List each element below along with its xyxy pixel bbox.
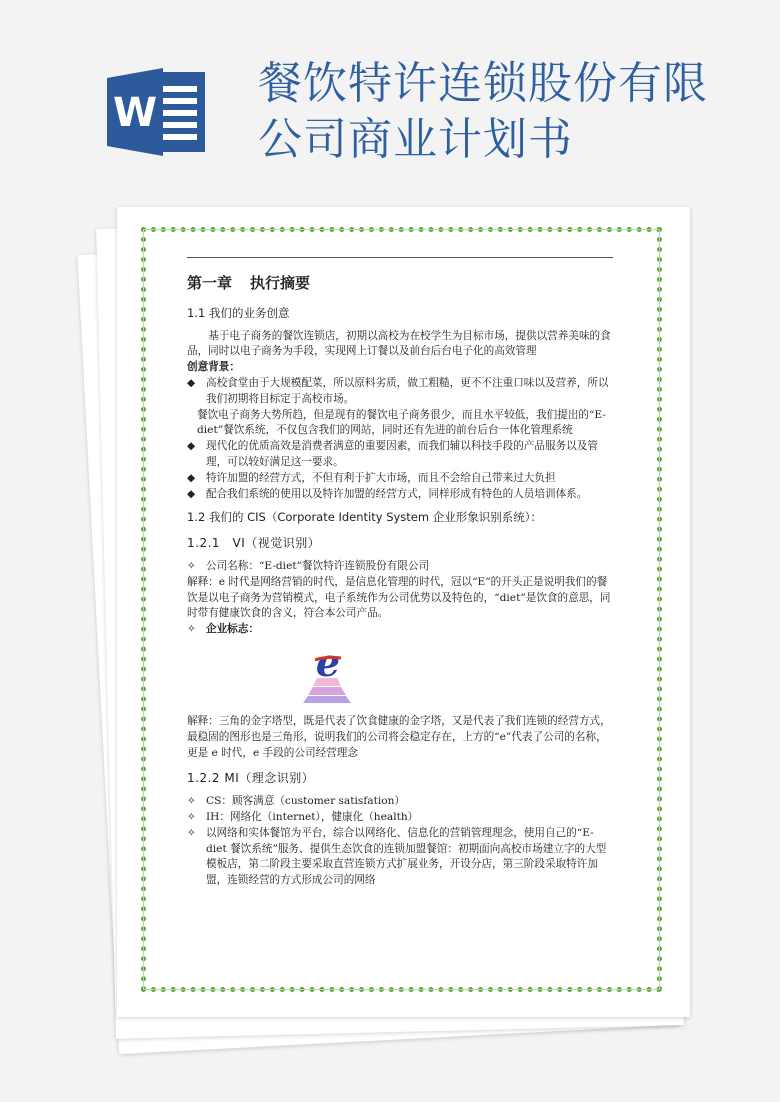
list-item bbox=[187, 810, 613, 826]
document-title bbox=[258, 56, 738, 168]
list-item-text: CS：顾客满意（customer satisfation） bbox=[206, 795, 406, 808]
list-item-text: 配合我们系统的使用以及特许加盟的经营方式，同样形成有特色的人员培训体系。 bbox=[206, 487, 588, 500]
paragraph-business-idea: 基于电子商务的餐饮连锁店，初期以高校为在校学生为目标市场，提供以营养美味的食品，同时以电子商务为手段，实现网上订餐以及前台后台电子化的高效管理 bbox=[187, 329, 611, 358]
chapter-title: 执行摘要 bbox=[250, 274, 311, 292]
title-line-2: 公司商业计划书 bbox=[258, 114, 573, 165]
company-name-text: 公司名称：“E-diet”餐饮特许连锁股份有限公司 bbox=[206, 559, 430, 572]
chapter-heading bbox=[187, 276, 613, 292]
list-item bbox=[187, 376, 613, 408]
word-doc-icon bbox=[107, 68, 207, 156]
list-item bbox=[187, 471, 613, 487]
section-1-2-heading: 1.2 我们的 CIS（Corporate Identity System 企业形象识别系统）： bbox=[187, 510, 542, 525]
hollow-diamond-bullet-icon: ✧ bbox=[187, 623, 196, 636]
paragraph-ediet: 餐饮电子商务大势所趋，但是现有的餐饮电子商务很少，而且水平较低，我们提出的“E-diet”餐饮系统，不仅包含我们的网站，同时还有先进的前台后台一体化管理系统 bbox=[197, 408, 606, 437]
section-1-2-2-heading: 1.2.2 MI（理念识别） bbox=[187, 771, 315, 786]
hollow-diamond-bullet-icon: ✧ bbox=[187, 559, 196, 572]
title-line-1: 餐饮特许连锁股份有限 bbox=[258, 58, 708, 109]
logo-label: 企业标志： bbox=[206, 623, 259, 636]
list-item bbox=[187, 559, 613, 575]
list-item bbox=[187, 439, 613, 471]
header-rule bbox=[187, 257, 613, 258]
list-item-text: 特许加盟的经营方式，不但有利于扩大市场，而且不会给自己带来过大负担 bbox=[206, 471, 556, 484]
list-item bbox=[187, 622, 613, 638]
list-item-text: 以网络和实体餐馆为平台，综合以网络化、信息化的营销管理理念，使用自己的“E-diet 餐饮系统”服务、提供生态饮食的连锁加盟餐馆：初期面向高校市场建立字的大型模板店，第二阶段主要采取直营连锁方式扩展业务，开设分店，第三阶段采取特许加盟，连锁经营的方式形成公司的网络 bbox=[206, 826, 607, 887]
list-item-text: 高校食堂由于大规模配菜，所以原料劣质，做工粗糙，更不不注重口味以及营养，所以我们初期将目标定于高校市场。 bbox=[206, 376, 609, 405]
document-page bbox=[117, 207, 690, 1017]
explanation-logo: 解释：三角的金字塔型，既是代表了饮食健康的金字塔，又是代表了我们连锁的经营方式，最稳固的图形也是三角形，说明我们的公司将会稳定存在，上方的“e”代表了公司的名称，更是 e 时代，e 手段的公司经营理念 bbox=[187, 714, 611, 759]
section-1-2-1-heading: 1.2.1 VI（视觉识别） bbox=[187, 536, 321, 551]
hollow-diamond-bullet-icon: ✧ bbox=[187, 795, 196, 808]
list-item-text: IH：网络化（internet），健康化（health） bbox=[206, 810, 419, 823]
background-label: 创意背景： bbox=[187, 361, 240, 374]
diamond-bullet-icon: ◆ bbox=[187, 376, 196, 389]
list-item bbox=[187, 487, 613, 503]
page-content bbox=[187, 257, 613, 889]
chapter-number: 第一章 bbox=[187, 274, 233, 292]
list-item bbox=[187, 794, 613, 810]
svg-text:e: e bbox=[315, 643, 341, 685]
list-item-text: 现代化的优质高效是消费者满意的重要因素，而我们辅以科技手段的产品服务以及管理，可以较好满足这一要求。 bbox=[206, 440, 598, 468]
svg-text:W: W bbox=[112, 90, 158, 136]
diamond-bullet-icon: ◆ bbox=[187, 440, 196, 453]
section-1-1-heading: 1.1 我们的业务创意 bbox=[187, 305, 290, 320]
company-logo bbox=[295, 644, 359, 704]
logo-area bbox=[187, 644, 613, 708]
hollow-diamond-bullet-icon: ✧ bbox=[187, 826, 196, 839]
explanation-name: 解释：e 时代是网络营销的时代，是信息化管理的时代，冠以“E”的开头正是说明我们的餐饮是以电子商务为营销模式，电子系统作为公司优势以及特色的，“diet”是饮食的意思，同时带有健康饮食的含义，符合本公司产品。 bbox=[187, 575, 611, 620]
diamond-bullet-icon: ◆ bbox=[187, 471, 196, 484]
hollow-diamond-bullet-icon: ✧ bbox=[187, 810, 196, 823]
diamond-bullet-icon: ◆ bbox=[187, 487, 196, 500]
list-item bbox=[187, 826, 613, 889]
